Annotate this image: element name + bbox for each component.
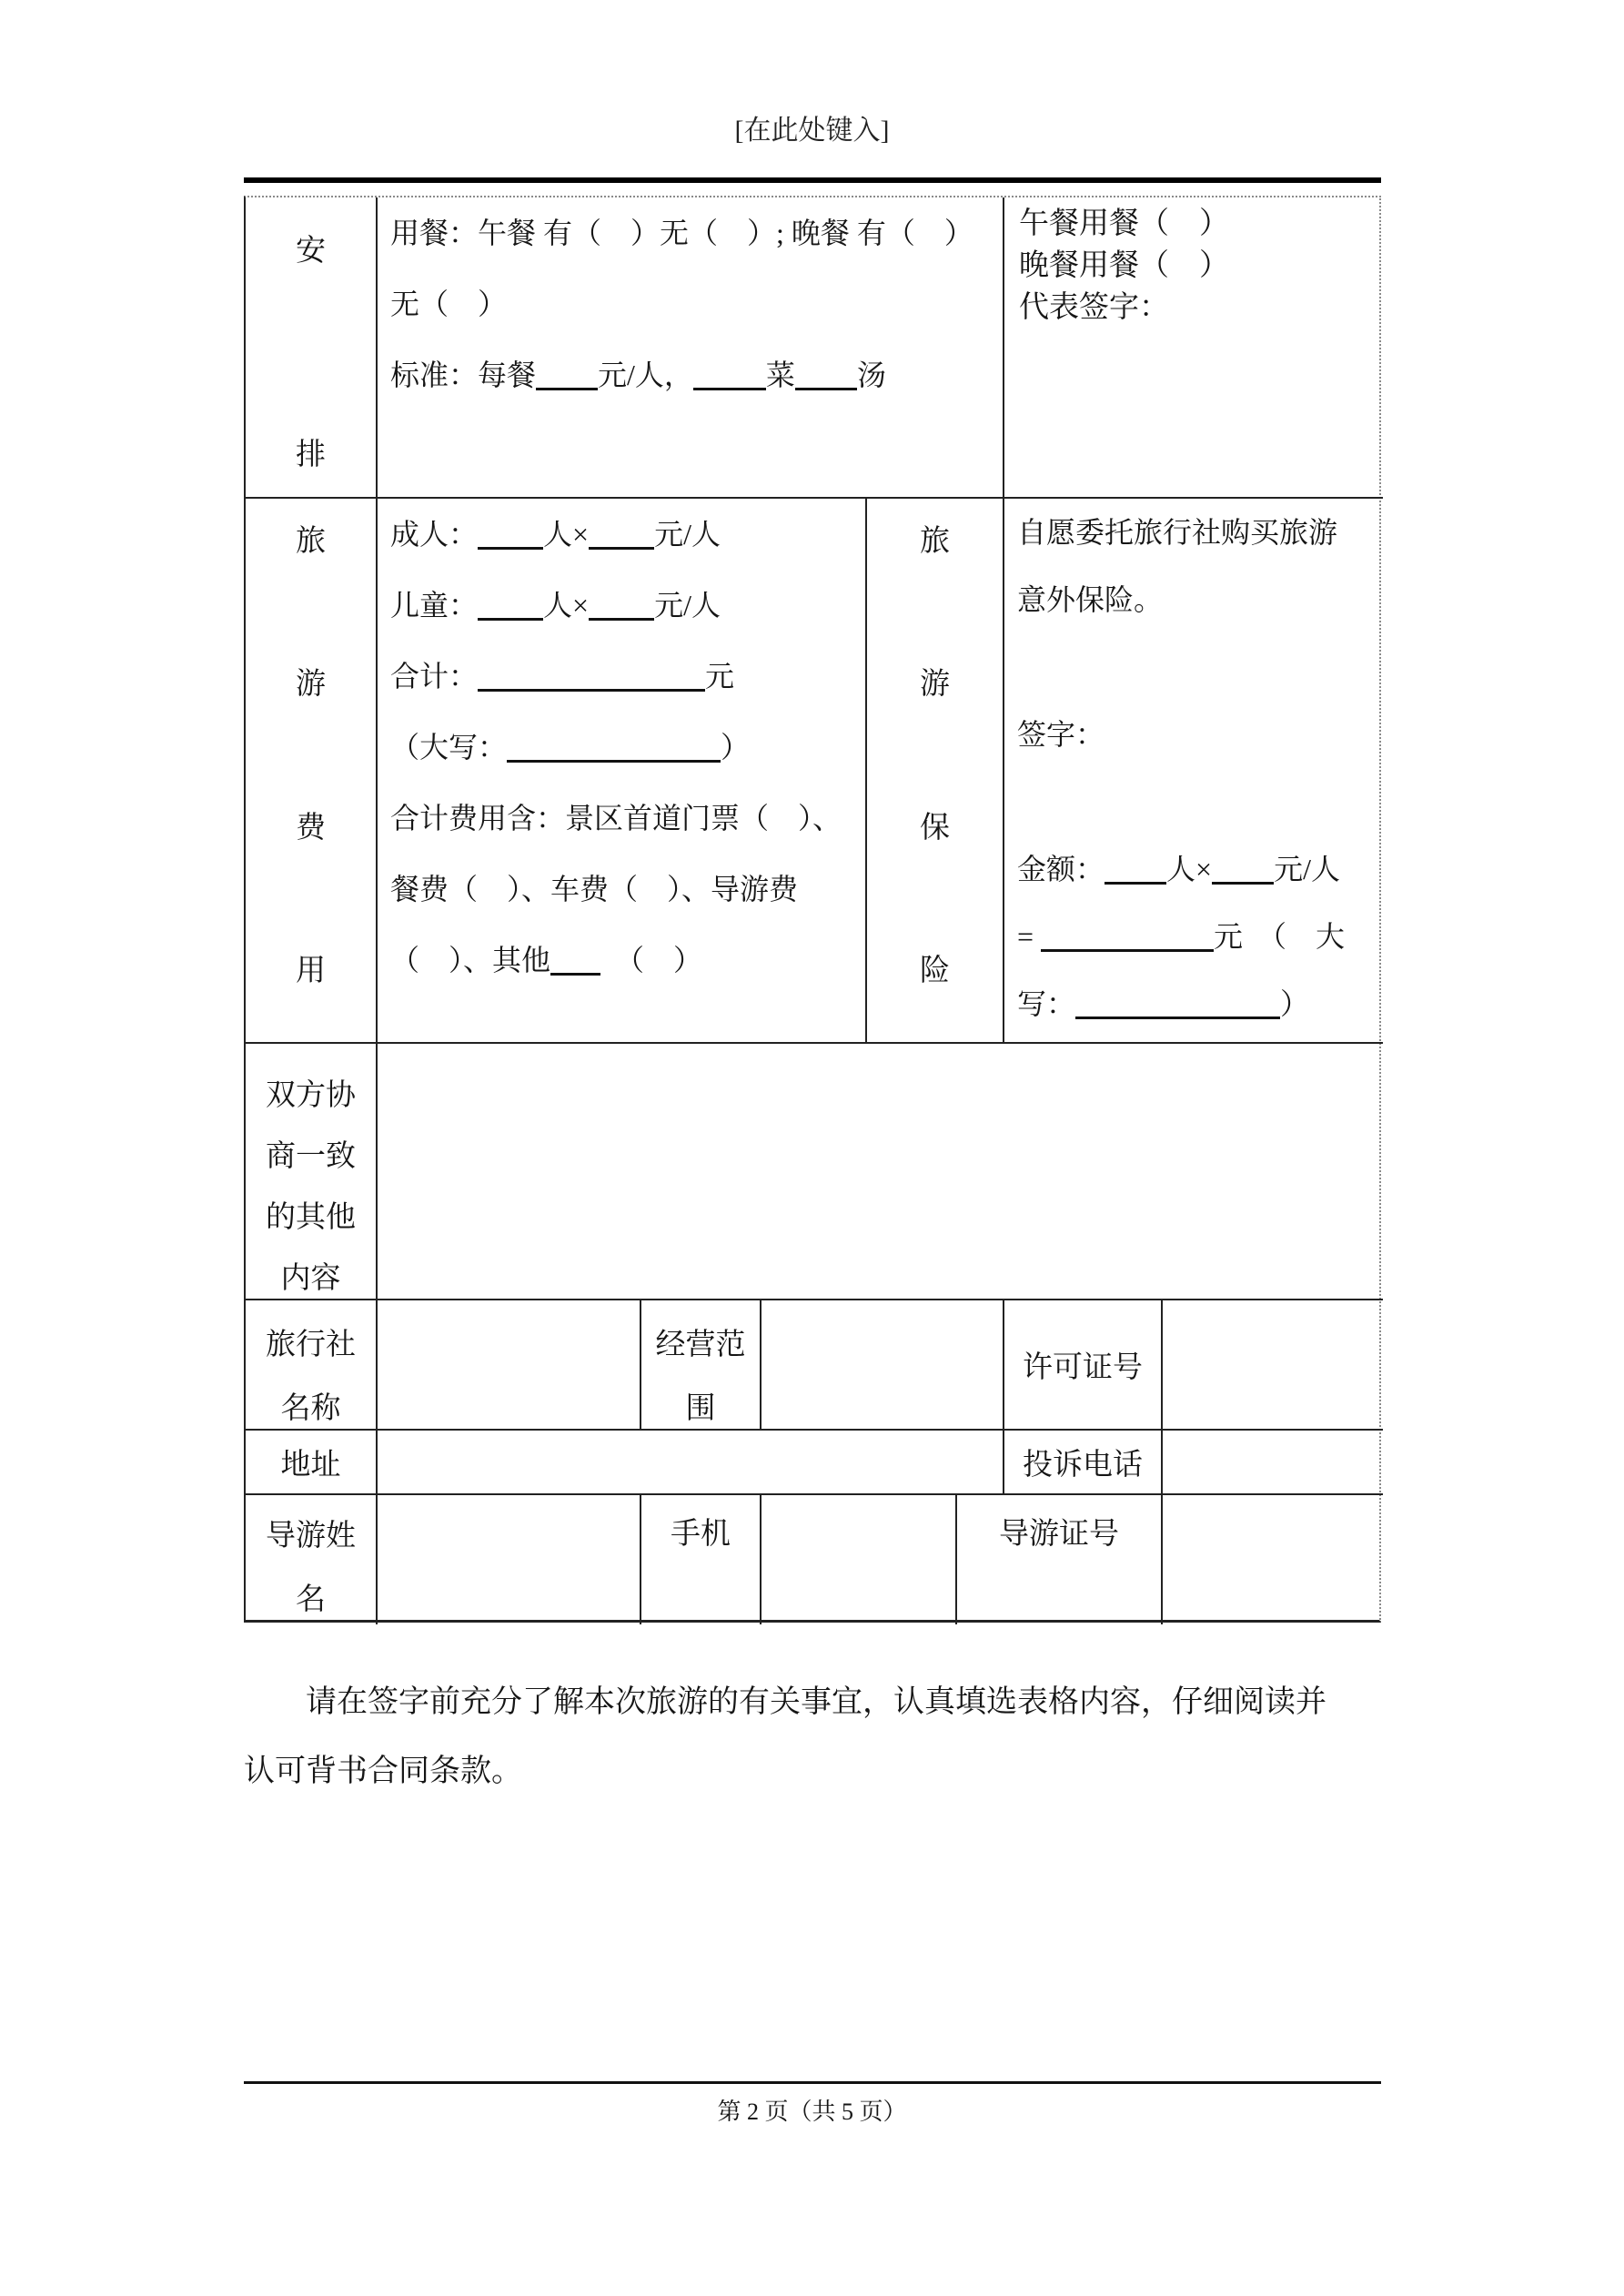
fill-in-blank <box>589 616 654 621</box>
fill-in-blank <box>1105 880 1166 885</box>
text-line: 游 <box>920 668 950 702</box>
text-line: 旅行社 <box>266 1329 356 1361</box>
text-line: 旅 <box>296 525 326 558</box>
cell-license-no-value <box>1163 1300 1383 1431</box>
text-line: 商一致 <box>266 1140 356 1173</box>
cell-complaint-phone-label: 投诉电话 <box>1004 1431 1163 1495</box>
text-line: 的其他 <box>266 1201 356 1234</box>
cell-insurance-details <box>1004 499 1383 1044</box>
fill-in-blank <box>478 545 543 550</box>
text-line: 排 <box>296 439 326 471</box>
fill-in-blank <box>693 386 766 390</box>
cell-arrangement-label <box>246 197 378 499</box>
fill-in-blank <box>1075 1015 1280 1019</box>
text-line: 写： ） <box>1017 987 1310 1020</box>
text-line: 午餐用餐（ ） <box>1019 207 1229 240</box>
text-line: 安 <box>296 235 326 268</box>
cell-business-scope-value <box>762 1300 1004 1431</box>
fill-in-blank <box>478 687 705 692</box>
cell-address-value <box>378 1431 1004 1495</box>
cell-complaint-phone-value <box>1163 1431 1383 1495</box>
text-line: 旅 <box>920 525 950 558</box>
text-line: 合计费用含：景区首道门票（ ）、 <box>390 802 842 834</box>
text-line: 代表签字： <box>1019 291 1169 324</box>
text-line: 自愿委托旅行社购买旅游 <box>1017 516 1338 549</box>
text-line: 名 <box>296 1583 326 1616</box>
header-placeholder: [在此处键入] <box>734 116 890 146</box>
footer-rule <box>244 2081 1381 2084</box>
text-line: 内容 <box>280 1262 341 1295</box>
cell-meal-details <box>378 197 1004 499</box>
cell-other-content-label <box>246 1044 378 1300</box>
text-line: 费 <box>296 811 326 845</box>
closing-paragraph <box>244 1668 1390 1806</box>
cell-address-label: 地址 <box>246 1431 378 1495</box>
fill-in-blank <box>1212 880 1274 885</box>
fill-in-blank <box>536 386 598 390</box>
fill-in-blank <box>507 758 721 763</box>
cell-license-no-label: 许可证号 <box>1004 1300 1163 1431</box>
cell-mobile-label: 手机 <box>641 1495 762 1624</box>
cell-cost-label <box>246 499 378 1044</box>
text-line: 无（ ） <box>390 288 508 320</box>
fill-in-blank <box>1041 947 1214 952</box>
cell-cost-details <box>378 499 867 1044</box>
text-line: 成人： 人× 元/人 <box>390 518 721 551</box>
text-line: 意外保险。 <box>1017 583 1164 616</box>
page-number: 第 2 页（共 5 页） <box>717 2099 907 2125</box>
text-line: 标准：每餐 元/人， 菜 汤 <box>390 359 886 391</box>
cell-agency-name-label <box>246 1300 378 1431</box>
text-line: 合计： 元 <box>390 660 735 693</box>
text-line: 餐费（ ）、车费（ ）、导游费 <box>390 873 799 905</box>
cell-guide-cert-value <box>1163 1495 1383 1624</box>
text-line: 围 <box>685 1392 716 1425</box>
text-line: 双方协 <box>266 1079 356 1112</box>
cell-other-content-value <box>378 1044 1383 1300</box>
text-line: 认可背书合同条款。 <box>244 1755 522 1788</box>
fill-in-blank <box>550 971 600 976</box>
text-line <box>1017 633 1383 701</box>
text-line: 金额： 人× 元/人 <box>1017 853 1340 885</box>
fill-in-blank <box>795 386 857 390</box>
text-line: 晚餐用餐（ ） <box>1019 249 1229 282</box>
cell-insurance-label <box>867 499 1004 1044</box>
text-line: （大写： ） <box>390 731 751 764</box>
text-line: 险 <box>920 954 950 987</box>
cell-guide-name-value <box>378 1495 641 1624</box>
cell-mobile-value <box>762 1495 957 1624</box>
cell-guide-cert-label: 导游证号 <box>957 1495 1163 1624</box>
text-line: 导游姓 <box>266 1520 356 1553</box>
text-line: （ ）、其他 （ ） <box>390 944 703 976</box>
cell-agency-name-value <box>378 1300 641 1431</box>
fill-in-blank <box>589 545 654 550</box>
header-rule <box>244 177 1381 183</box>
text-line: 用 <box>296 954 326 987</box>
cell-meal-confirm <box>1004 197 1383 499</box>
text-line: = 元 （ 大 <box>1017 920 1346 953</box>
text-line: 儿童： 人× 元/人 <box>390 589 721 622</box>
cell-guide-name-label <box>246 1495 378 1624</box>
contract-table <box>244 196 1381 1623</box>
text-line: 签字： <box>1017 718 1105 751</box>
text-line: 名称 <box>280 1392 341 1425</box>
text-line: 游 <box>296 668 326 702</box>
text-line: 经营范 <box>655 1329 746 1361</box>
text-line <box>1017 768 1383 835</box>
fill-in-blank <box>478 616 543 621</box>
text-line: 请在签字前充分了解本次旅游的有关事宜，认真填选表格内容，仔细阅读并 <box>306 1685 1326 1719</box>
text-line: 保 <box>920 811 950 845</box>
cell-business-scope-label <box>641 1300 762 1431</box>
text-line: 用餐：午餐 有（ ）无（ ）; 晚餐 有（ ） <box>390 217 973 249</box>
